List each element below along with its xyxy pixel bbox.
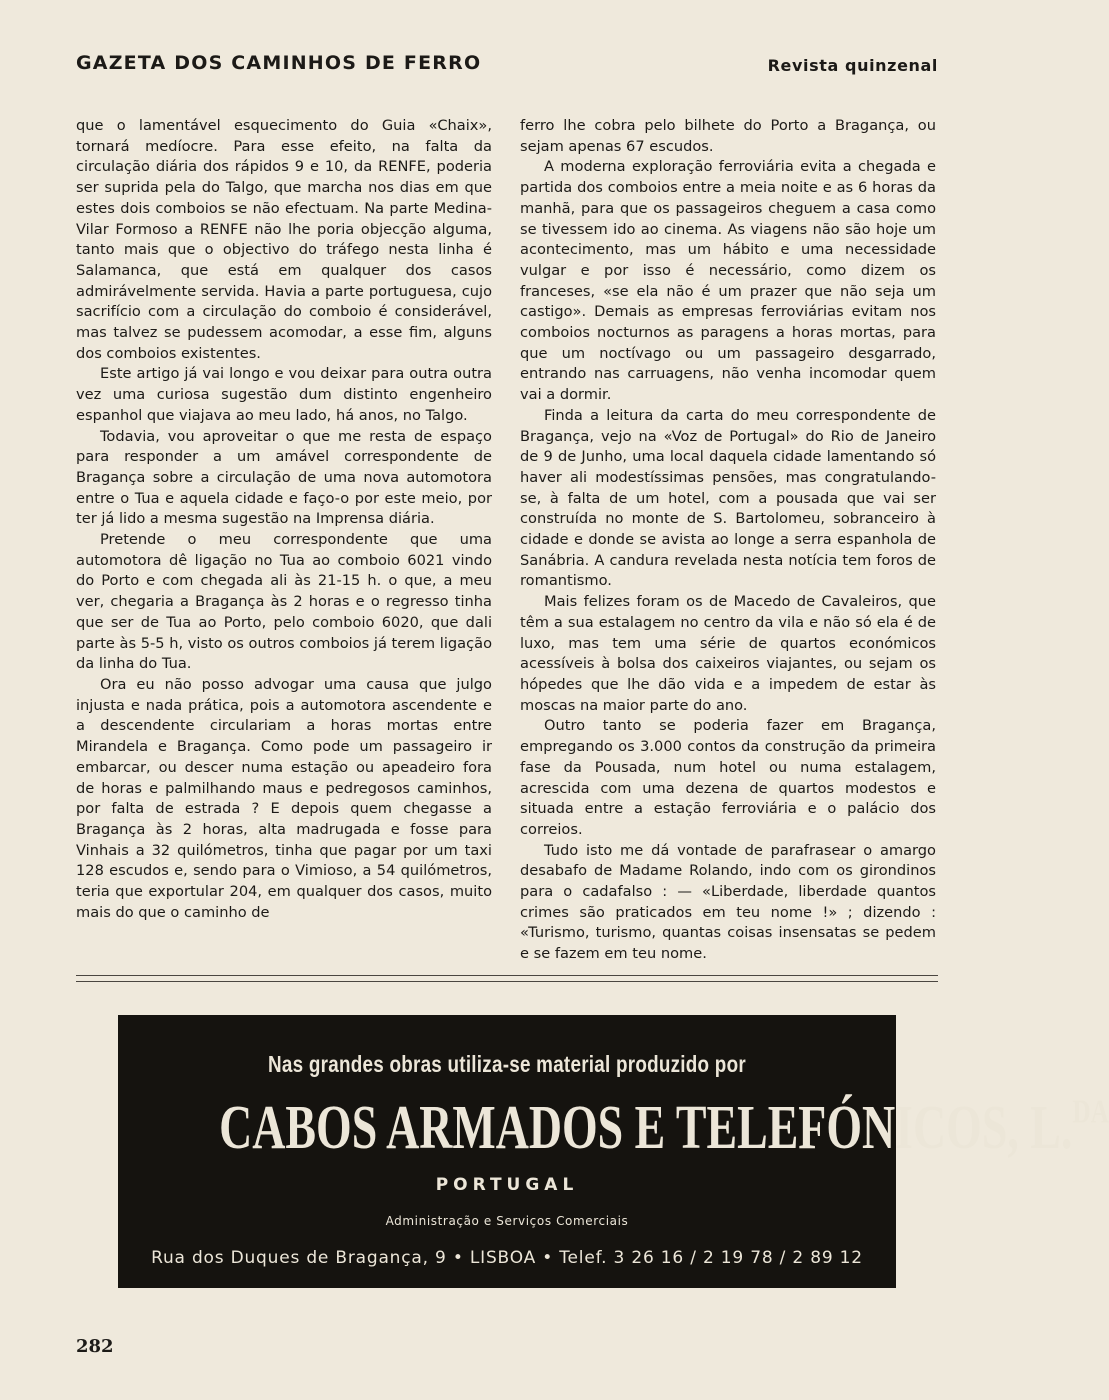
paragraph: que o lamentável esquecimento do Guia «Chaix», tornará medíocre. Para esse efeito, na falta da circulação diária dos rápidos 9 e 10, da RENFE, poderia ser suprida pela do Talgo, que marcha nos dias em que estes dois comboios se não efectuam. Na parte Medina-Vilar Formoso a RENFE não lhe poria objecção alguma, tanto mais que o objectivo do tráfego nesta linha é Salamanca, que está em qualquer dos casos admirávelmente servida. Havia a parte portuguesa, cujo sacrifício com a circulação do comboio é considerável, mas talvez se pudessem acomodar, a esse fim, alguns dos comboios existentes. bbox=[76, 117, 492, 362]
ad-country: PORTUGAL bbox=[435, 1175, 579, 1195]
ad-company-text: CABOS ARMADOS E TELEFÓNICOS, L. bbox=[219, 1094, 1073, 1162]
ad-company-suffix: DA bbox=[1072, 1093, 1109, 1131]
paragraph: A moderna exploração ferroviária evita a chegada e partida dos comboios entre a meia noite e as 6 horas da manhã, para que os passageiros cheguem a casa como se tivessem ido ao cinema. As viagens não são hoje um acontecimento, mas um hábito e uma necessidade vulgar e por isso é necessário, como dizem os franceses, «se ela não é um prazer que não seja um castigo». Demais as empresas ferroviárias evitam nos comboios nocturnos as paragens a horas mortas, para que um noctívago ou um passageiro desgarrado, entrando nas carruagens, não venha incomodar quem vai a dormir. bbox=[520, 158, 936, 404]
publication-title: GAZETA DOS CAMINHOS DE FERRO bbox=[76, 52, 482, 74]
paragraph: Este artigo já vai longo e vou deixar para outra outra vez uma curiosa sugestão dum distinto engenheiro espanhol que viajava ao meu lado, há anos, no Talgo. bbox=[76, 365, 492, 424]
paragraph: Tudo isto me dá vontade de parafrasear o amargo desabafo de Madame Rolando, indo com os girondinos para o cadafalso : — «Liberdade, liberdade quantos crimes são praticados em teu nome !» ; dizendo : «Turismo, turismo, quantas coisas insensatas se pedem e se fazem em teu nome. bbox=[520, 841, 936, 963]
article-column-left bbox=[76, 116, 492, 961]
ad-lead-text: Nas grandes obras utiliza-se material produzido por bbox=[268, 1051, 746, 1077]
divider-rule bbox=[76, 975, 938, 976]
article-column-right bbox=[520, 116, 936, 961]
divider-rule bbox=[76, 981, 938, 982]
paragraph: Pretende o meu correspondente que uma automotora dê ligação no Tua ao comboio 6021 vindo do Porto e com chegada ali às 21-15 h. o que, a meu ver, chegaria a Bragança às 2 horas e o regresso tinha que ser de Tua ao Porto, pelo comboio 6020, que dali parte às 5-5 h, visto os outros comboios já terem ligação da linha do Tua. bbox=[76, 531, 492, 673]
publication-subtitle: Revista quinzenal bbox=[767, 56, 938, 75]
page-number: 282 bbox=[76, 1336, 114, 1357]
paragraph: Mais felizes foram os de Macedo de Cavaleiros, que têm a sua estalagem no centro da vila e não só ela é de luxo, mas tem uma série de quartos económicos acessíveis à bolsa dos caixeiros viajantes, ou sejam os hópedes que lhe dão vida e a impedem de estar às moscas na maior parte do ano. bbox=[520, 593, 936, 714]
paragraph: Finda a leitura da carta do meu correspondente de Bragança, vejo na «Voz de Portugal» do Rio de Janeiro de 9 de Junho, uma local daquela cidade lamentando só haver ali modestíssimas pensões, mas congratulando-se, à falta de um hotel, com a pousada que vai ser construída no monte de S. Bartolomeu, sobranceiro à cidade e donde se avista ao longe a serra espanhola de Sanábria. A candura revelada nesta notícia tem foros de romantismo. bbox=[520, 406, 936, 590]
ad-admin-line: Administração e Serviços Comerciais bbox=[385, 1214, 629, 1228]
ad-company-name bbox=[219, 1093, 1109, 1164]
page-header bbox=[76, 52, 938, 84]
paragraph: Ora eu não posso advogar uma causa que julgo injusta e nada prática, pois a automotora ascendente e a descendente circulariam a horas mortas entre Mirandela e Bragança. Como pode um passageiro ir embarcar, ou descer numa estação ou apeadeiro fora de horas e palmilhando maus e pedregosos caminhos, por falta de estrada ? E depois quem chegasse a Bragança às 2 horas, alta madrugada e fosse para Vinhais a 32 quilómetros, tinha que pagar por um taxi 128 escudos e, sendo para o Vimioso, a 54 quilómetros, teria que exportular 204, em qualquer dos casos, muito mais do que o caminho de bbox=[76, 675, 492, 921]
paragraph: Todavia, vou aproveitar o que me resta de espaço para responder a um amável correspondente de Bragança sobre a circulação de uma nova automotora entre o Tua e aquela cidade e faço-o por este meio, por ter já lido a mesma sugestão na Imprensa diária. bbox=[76, 427, 492, 528]
paragraph: Outro tanto se poderia fazer em Bragança, empregando os 3.000 contos da construção da primeira fase da Pousada, num hotel ou numa estalagem, acrescida com uma dezena de quartos modestos e situada entre a estação ferroviária e o palácio dos correios. bbox=[520, 717, 936, 838]
ad-address-line: Rua dos Duques de Bragança, 9 • LISBOA • Telef. 3 26 16 / 2 19 78 / 2 89 12 bbox=[151, 1248, 863, 1268]
advertisement bbox=[118, 1015, 1109, 1288]
paragraph: ferro lhe cobra pelo bilhete do Porto a Bragança, ou sejam apenas 67 escudos. bbox=[520, 117, 936, 155]
